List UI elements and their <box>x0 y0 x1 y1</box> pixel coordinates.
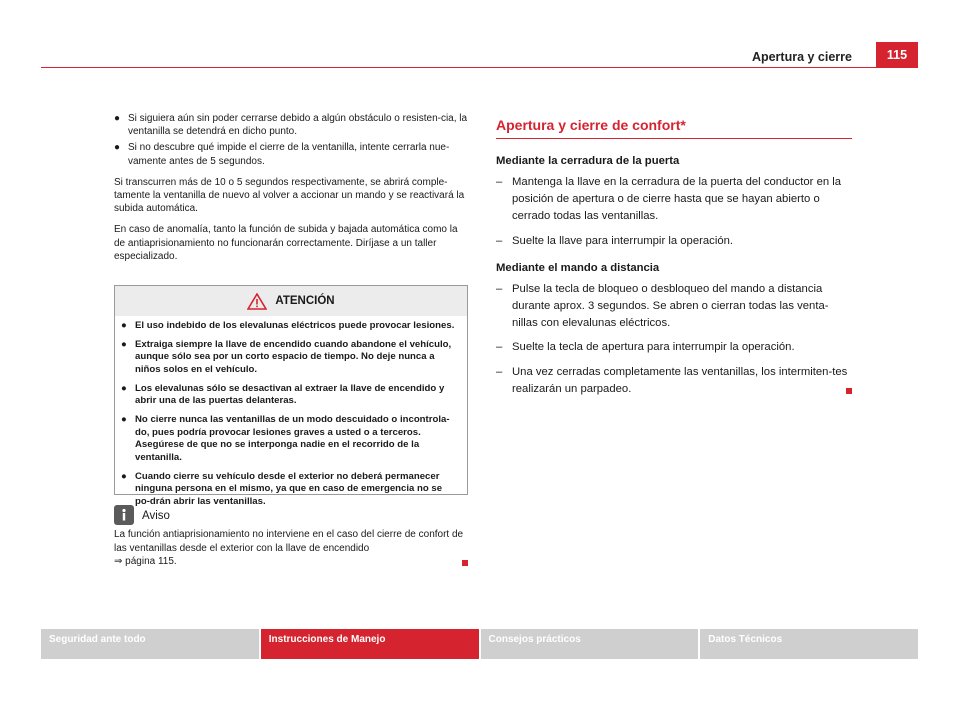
step-text: Una vez cerradas completamente las ventanillas, los intermiten-tes realizarán un parpadeo. <box>512 366 848 396</box>
footer-nav <box>41 629 918 659</box>
bullet-dot: ● <box>121 382 127 394</box>
note-text: La función antiaprisionamiento no interviene en el caso del cierre de confort de las ventanillas desde el exterior con la llave de encendido <box>114 529 464 554</box>
left-column <box>114 112 468 271</box>
note-text-block <box>114 528 468 569</box>
step-dash: – <box>496 282 503 295</box>
tab-seguridad[interactable]: Seguridad ante todo <box>41 629 259 659</box>
note-header <box>114 505 468 525</box>
warning-triangle-icon <box>247 293 267 310</box>
bullet-dot: ● <box>121 338 127 350</box>
warning-box <box>114 285 468 507</box>
warning-item-text: El uso indebido de los elevalunas eléctricos puede provocar lesiones. <box>135 320 455 331</box>
bullet-item <box>114 141 468 167</box>
tab-instrucciones[interactable]: Instrucciones de Manejo <box>261 629 479 659</box>
bullet-dot: ● <box>121 320 127 331</box>
step-dash: – <box>496 366 503 379</box>
section-end-marker <box>462 560 468 566</box>
note-section <box>114 505 468 569</box>
bullet-text: Si siguiera aún sin poder cerrarse debido a algún obstáculo o resisten-cia, la ventanilla se detendrá en dicho punto. <box>128 113 468 138</box>
warning-title: ATENCIÓN <box>275 295 335 307</box>
header-rule <box>41 67 876 68</box>
paragraph: Si transcurren más de 10 o 5 segundos respectivamente, se abrirá comple-tamente la ventanilla de nuevo al volver a accionar un mando y se reactivará la subida automática. <box>114 176 465 215</box>
warning-header <box>115 286 467 316</box>
bullet-dot: ● <box>121 413 127 425</box>
tab-datos-tecnicos[interactable]: Datos Técnicos <box>700 629 918 659</box>
page-reference-link[interactable]: ⇒ página 115. <box>114 556 177 567</box>
right-column <box>496 115 852 406</box>
step-dash: – <box>496 234 503 247</box>
section-end-marker <box>846 388 852 394</box>
bullet-dot: ● <box>121 470 127 482</box>
step-text: Suelte la tecla de apertura para interrumpir la operación. <box>512 341 795 354</box>
subheading: Mediante el mando a distancia <box>496 261 660 274</box>
subheading: Mediante la cerradura de la puerta <box>496 155 680 167</box>
warning-item-text: No cierre nunca las ventanillas de un modo descuidado o incontrola-do, pues podría provocar lesiones graves a usted o a terceros. Asegúrese de que no se interponga nadie en el recorrido de la ventanilla. <box>135 413 450 463</box>
step-dash: – <box>496 341 503 354</box>
warning-item-text: Los elevalunas sólo se desactivan al extraer la llave de encendido y abrir una de las puertas delanteras. <box>135 382 445 407</box>
step-dash: – <box>496 175 503 188</box>
warning-item <box>121 339 459 377</box>
tab-consejos[interactable]: Consejos prácticos <box>481 629 699 659</box>
bullet-item <box>114 112 468 138</box>
bullet-dot: ● <box>114 142 121 154</box>
info-note-icon <box>114 505 134 525</box>
step-item <box>496 233 852 250</box>
warning-body <box>115 316 467 509</box>
warning-item-text: Cuando cierre su vehículo desde el exterior no deberá permanecer ninguna persona en el mismo, ya que en caso de emergencia no se po-drán abrir las ventanillas. <box>135 470 443 507</box>
note-title: Aviso <box>142 510 170 523</box>
bullet-text: Si no descubre qué impide el cierre de la ventanilla, intente cerrarla nue-vamente antes de 5 segundos. <box>128 142 450 167</box>
step-item <box>496 364 852 398</box>
step-item <box>496 339 852 356</box>
step-item <box>496 281 852 332</box>
page-header-title: Apertura y cierre <box>751 50 852 64</box>
step-text: Suelte la llave para interrumpir la operación. <box>512 234 734 247</box>
warning-item <box>121 320 459 333</box>
warning-item-text: Extraiga siempre la llave de encendido cuando abandone el vehículo, aunque sólo sea por un corto espacio de tiempo. No deje nunca a niños solos en el vehículo. <box>135 338 452 375</box>
warning-item <box>121 383 459 408</box>
step-text: Pulse la tecla de bloqueo o desbloqueo del mando a distancia durante aprox. 3 segundos. Se abren o cierran todas las venta-nillas con elevalunas eléctricos. <box>512 282 829 329</box>
warning-item <box>121 471 459 509</box>
step-text: Mantenga la llave en la cerradura de la puerta del conductor en la posición de apertura o de cierre hasta que se hayan abierto o cerrado todas las ventanillas. <box>512 175 842 222</box>
section-title: Apertura y cierre de confort* <box>496 115 852 139</box>
page-number: 115 <box>876 42 918 68</box>
warning-item <box>121 414 459 465</box>
bullet-dot: ● <box>114 113 121 124</box>
step-item <box>496 174 852 225</box>
paragraph: En caso de anomalía, tanto la función de subida y bajada automática como la de antiaprisionamiento no funcionarán correctamente. Diríjase a un taller especializado. <box>114 224 458 262</box>
